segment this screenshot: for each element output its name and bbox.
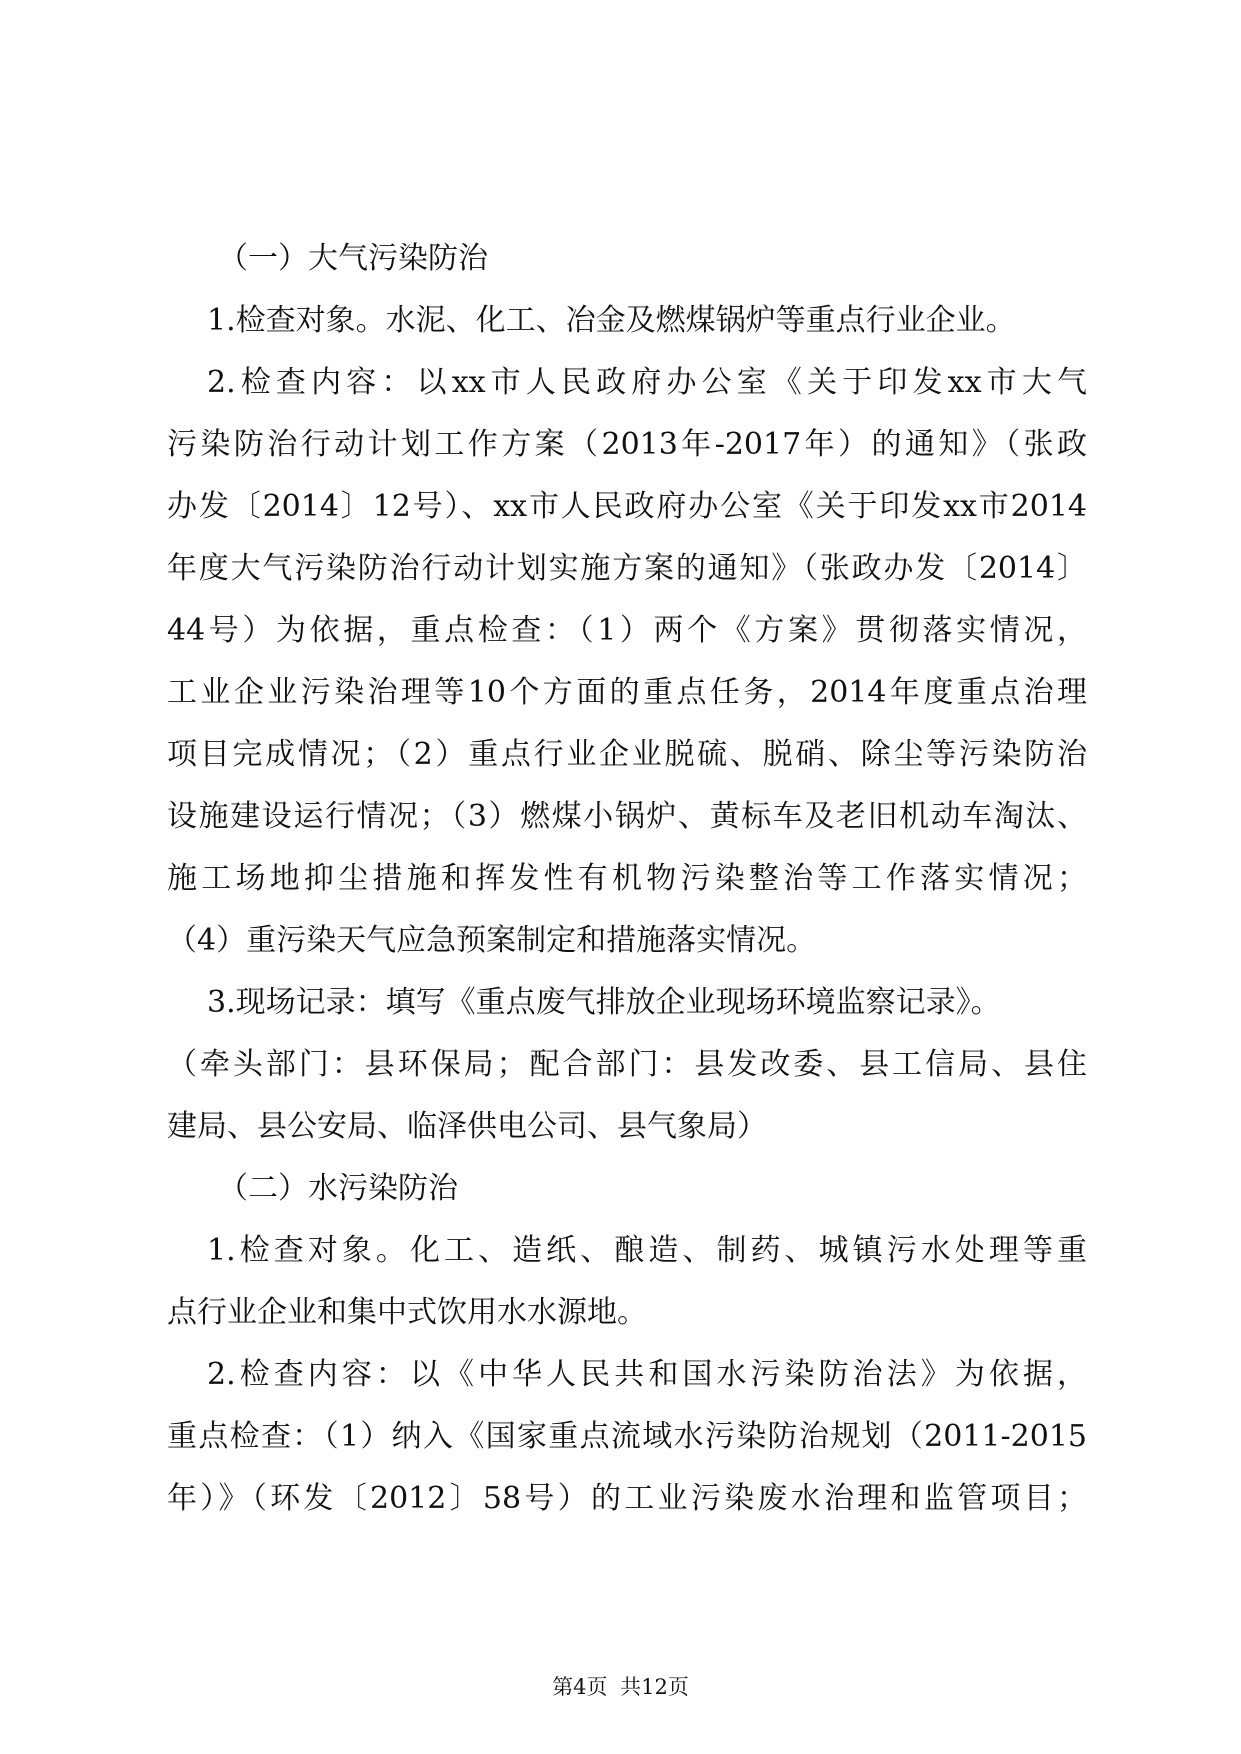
document-body [167,228,1087,1530]
paragraph-line: 2.检查内容：以《中华人民共和国水污染防治法》为依据， [207,1357,1087,1392]
section-heading-water: （二）水污染防治 [218,1171,458,1206]
paragraph-line: 重点检查：（1）纳入《国家重点流域水污染防治规划（2011-2015 [167,1419,1087,1454]
page-number: 第4页 [552,1675,608,1699]
page-footer [0,1671,1241,1701]
paragraph-line: 2.检查内容：以xx市人民政府办公室《关于印发xx市大气 [207,365,1087,400]
paragraph-line: 污染防治行动计划工作方案（2013年-2017年）的通知》（张政 [167,427,1087,462]
paragraph-line: 1.检查对象。水泥、化工、冶金及燃煤锅炉等重点行业企业。 [207,303,1016,338]
section-heading-air: （一）大气污染防治 [218,241,488,276]
paragraph-line: 44号）为依据，重点检查：（1）两个《方案》贯彻落实情况， [167,613,1087,648]
paragraph-line: 项目完成情况；（2）重点行业企业脱硫、脱硝、除尘等污染防治 [167,737,1087,772]
paragraph-line: 点行业企业和集中式饮用水水源地。 [167,1295,647,1330]
paragraph-line: （牵头部门：县环保局；配合部门：县发改委、县工信局、县住 [167,1047,1087,1082]
paragraph-line: 工业企业污染治理等10个方面的重点任务，2014年度重点治理 [167,675,1087,710]
page-total: 共12页 [620,1675,689,1699]
paragraph-line: 建局、县公安局、临泽供电公司、县气象局） [167,1109,767,1144]
paragraph-line: 3.现场记录：填写《重点废气排放企业现场环境监察记录》。 [207,985,1001,1020]
paragraph-line: 年）》（环发〔2012〕58号）的工业污染废水治理和监管项目； [167,1481,1087,1516]
paragraph-line: （4）重污染天气应急预案制定和措施落实情况。 [167,923,817,958]
paragraph-line: 设施建设运行情况；（3）燃煤小锅炉、黄标车及老旧机动车淘汰、 [167,799,1087,834]
paragraph-line: 年度大气污染防治行动计划实施方案的通知》（张政办发〔2014〕 [167,551,1087,586]
paragraph-line: 办发〔2014〕12号）、xx市人民政府办公室《关于印发xx市2014 [167,489,1087,524]
paragraph-line: 1.检查对象。化工、造纸、酿造、制药、城镇污水处理等重 [207,1233,1087,1268]
paragraph-line: 施工场地抑尘措施和挥发性有机物污染整治等工作落实情况； [167,861,1087,896]
